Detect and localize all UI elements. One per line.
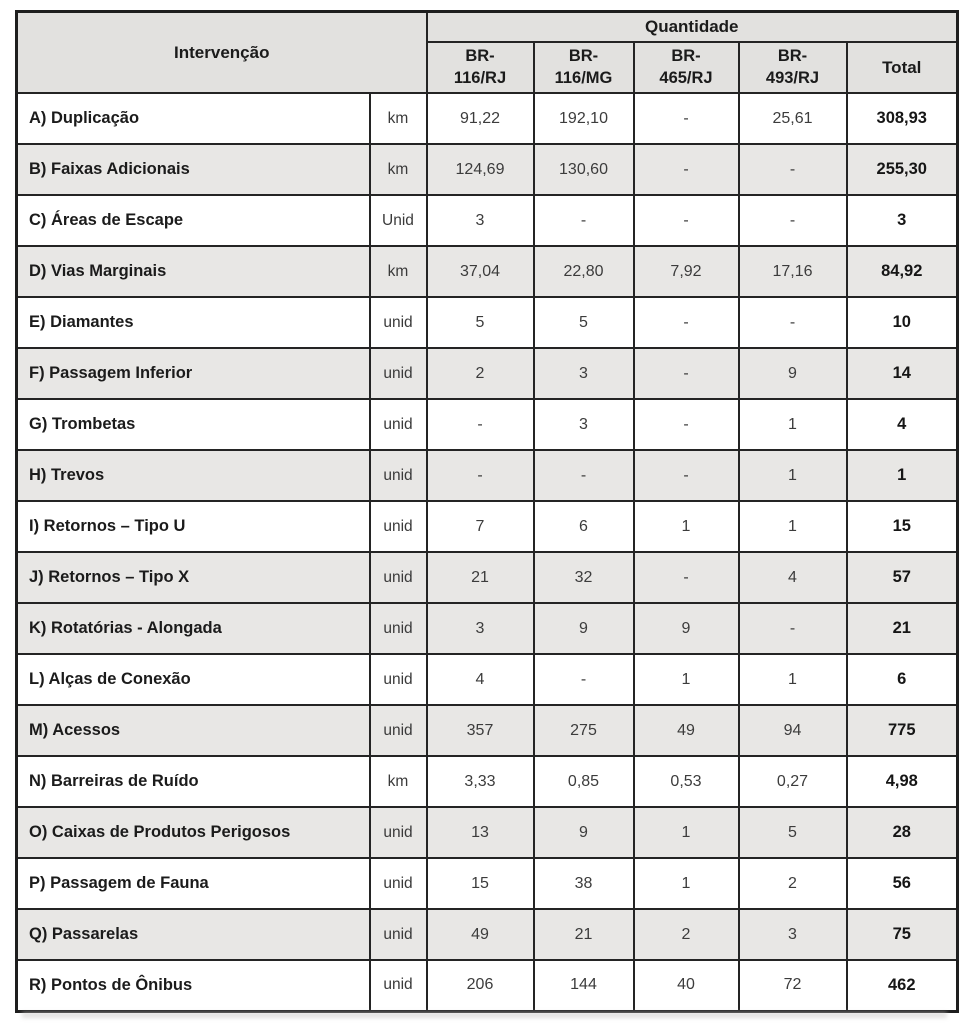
table-body xyxy=(17,93,958,1011)
table-row xyxy=(17,348,958,399)
row-unit-cell: unid xyxy=(370,705,427,756)
value-cell-br-465-rj: - xyxy=(634,348,739,399)
row-unit-cell: km xyxy=(370,246,427,297)
row-label-cell: L) Alças de Conexão xyxy=(17,654,370,705)
row-total-cell: 14 xyxy=(847,348,958,399)
value-cell-br-116-mg: - xyxy=(534,195,634,246)
row-unit-cell: unid xyxy=(370,858,427,909)
value-cell-br-465-rj: 1 xyxy=(634,858,739,909)
value-cell-br-493-rj: 1 xyxy=(739,501,847,552)
column-header-line2: 493/RJ xyxy=(765,68,820,87)
column-header-line2: 465/RJ xyxy=(659,68,713,87)
value-cell-br-116-rj: 7 xyxy=(427,501,534,552)
value-cell-br-493-rj: 0,27 xyxy=(739,756,847,807)
table-row xyxy=(17,858,958,909)
value-cell-br-465-rj: 7,92 xyxy=(634,246,739,297)
table-row xyxy=(17,654,958,705)
row-label-cell: E) Diamantes xyxy=(17,297,370,348)
row-total-cell: 4,98 xyxy=(847,756,958,807)
value-cell-br-493-rj: 4 xyxy=(739,552,847,603)
value-cell-br-493-rj: 94 xyxy=(739,705,847,756)
value-cell-br-116-mg: - xyxy=(534,654,634,705)
row-total-cell: 308,93 xyxy=(847,93,958,144)
row-unit-cell: unid xyxy=(370,501,427,552)
value-cell-br-493-rj: 72 xyxy=(739,960,847,1011)
value-cell-br-465-rj: - xyxy=(634,399,739,450)
header-row-quantity xyxy=(17,12,958,43)
value-cell-br-465-rj: 2 xyxy=(634,909,739,960)
value-cell-br-116-rj: 3 xyxy=(427,603,534,654)
value-cell-br-116-mg: 0,85 xyxy=(534,756,634,807)
value-cell-br-493-rj: - xyxy=(739,144,847,195)
row-label-cell: G) Trombetas xyxy=(17,399,370,450)
value-cell-br-465-rj: - xyxy=(634,144,739,195)
column-header-br-493-rj xyxy=(739,42,847,93)
value-cell-br-116-mg: 32 xyxy=(534,552,634,603)
value-cell-br-493-rj: 1 xyxy=(739,399,847,450)
value-cell-br-116-rj: 37,04 xyxy=(427,246,534,297)
value-cell-br-116-mg: 6 xyxy=(534,501,634,552)
value-cell-br-465-rj: 1 xyxy=(634,654,739,705)
value-cell-br-116-rj: 4 xyxy=(427,654,534,705)
row-unit-cell: km xyxy=(370,93,427,144)
row-unit-cell: unid xyxy=(370,909,427,960)
value-cell-br-116-rj: 3 xyxy=(427,195,534,246)
scan-artifact xyxy=(22,1012,947,1018)
row-label-cell: C) Áreas de Escape xyxy=(17,195,370,246)
value-cell-br-116-mg: 130,60 xyxy=(534,144,634,195)
value-cell-br-116-mg: 22,80 xyxy=(534,246,634,297)
value-cell-br-493-rj: 2 xyxy=(739,858,847,909)
column-header-line2: 116/MG xyxy=(554,68,613,87)
row-unit-cell: Unid xyxy=(370,195,427,246)
row-total-cell: 255,30 xyxy=(847,144,958,195)
row-total-cell: 84,92 xyxy=(847,246,958,297)
column-header-line2: 116/RJ xyxy=(453,68,507,87)
value-cell-br-493-rj: 25,61 xyxy=(739,93,847,144)
value-cell-br-493-rj: 5 xyxy=(739,807,847,858)
value-cell-br-116-mg: 144 xyxy=(534,960,634,1011)
table-row xyxy=(17,450,958,501)
row-unit-cell: unid xyxy=(370,603,427,654)
value-cell-br-493-rj: - xyxy=(739,297,847,348)
row-unit-cell: km xyxy=(370,144,427,195)
table-row xyxy=(17,297,958,348)
value-cell-br-116-mg: 21 xyxy=(534,909,634,960)
row-label-cell: F) Passagem Inferior xyxy=(17,348,370,399)
table-row xyxy=(17,756,958,807)
value-cell-br-116-mg: 5 xyxy=(534,297,634,348)
table-row xyxy=(17,552,958,603)
value-cell-br-116-rj: 3,33 xyxy=(427,756,534,807)
row-total-cell: 10 xyxy=(847,297,958,348)
value-cell-br-493-rj: 3 xyxy=(739,909,847,960)
value-cell-br-465-rj: 1 xyxy=(634,501,739,552)
value-cell-br-116-rj: 21 xyxy=(427,552,534,603)
row-label-cell: A) Duplicação xyxy=(17,93,370,144)
value-cell-br-465-rj: - xyxy=(634,552,739,603)
value-cell-br-465-rj: 0,53 xyxy=(634,756,739,807)
column-header-line1: BR- xyxy=(671,47,701,66)
row-label-cell: N) Barreiras de Ruído xyxy=(17,756,370,807)
value-cell-br-116-rj: 124,69 xyxy=(427,144,534,195)
row-unit-cell: unid xyxy=(370,807,427,858)
row-label-cell: M) Acessos xyxy=(17,705,370,756)
row-total-cell: 57 xyxy=(847,552,958,603)
column-header-line1: BR- xyxy=(568,47,599,66)
row-unit-cell: unid xyxy=(370,960,427,1011)
row-total-cell: 6 xyxy=(847,654,958,705)
value-cell-br-493-rj: 17,16 xyxy=(739,246,847,297)
value-cell-br-116-mg: 275 xyxy=(534,705,634,756)
value-cell-br-493-rj: - xyxy=(739,603,847,654)
row-label-cell: D) Vias Marginais xyxy=(17,246,370,297)
row-total-cell: 28 xyxy=(847,807,958,858)
row-unit-cell: unid xyxy=(370,654,427,705)
row-total-cell: 56 xyxy=(847,858,958,909)
value-cell-br-116-mg: 9 xyxy=(534,807,634,858)
table-row xyxy=(17,909,958,960)
table-row xyxy=(17,960,958,1011)
value-cell-br-465-rj: 49 xyxy=(634,705,739,756)
row-total-cell: 3 xyxy=(847,195,958,246)
table-row xyxy=(17,501,958,552)
row-total-cell: 15 xyxy=(847,501,958,552)
value-cell-br-116-mg: 9 xyxy=(534,603,634,654)
row-label-cell: Q) Passarelas xyxy=(17,909,370,960)
row-label-cell: P) Passagem de Fauna xyxy=(17,858,370,909)
value-cell-br-116-mg: 3 xyxy=(534,399,634,450)
row-total-cell: 1 xyxy=(847,450,958,501)
interventions-table xyxy=(15,10,959,1013)
row-label-cell: R) Pontos de Ônibus xyxy=(17,960,370,1011)
value-cell-br-116-rj: - xyxy=(427,450,534,501)
table-row xyxy=(17,399,958,450)
value-cell-br-116-mg: - xyxy=(534,450,634,501)
value-cell-br-116-rj: 5 xyxy=(427,297,534,348)
value-cell-br-465-rj: - xyxy=(634,195,739,246)
column-header-line1: BR- xyxy=(777,47,808,66)
table-row xyxy=(17,144,958,195)
column-header-br-465-rj xyxy=(634,42,739,93)
value-cell-br-465-rj: - xyxy=(634,450,739,501)
row-total-cell: 462 xyxy=(847,960,958,1011)
row-unit-cell: km xyxy=(370,756,427,807)
table-row xyxy=(17,603,958,654)
value-cell-br-493-rj: 1 xyxy=(739,654,847,705)
table-row xyxy=(17,246,958,297)
row-label-cell: B) Faixas Adicionais xyxy=(17,144,370,195)
row-label-cell: I) Retornos – Tipo U xyxy=(17,501,370,552)
row-unit-cell: unid xyxy=(370,297,427,348)
table-row xyxy=(17,807,958,858)
value-cell-br-116-rj: - xyxy=(427,399,534,450)
intervention-column-header: Intervenção xyxy=(17,12,427,94)
value-cell-br-465-rj: - xyxy=(634,297,739,348)
row-unit-cell: unid xyxy=(370,399,427,450)
row-total-cell: 75 xyxy=(847,909,958,960)
column-header-line1: BR- xyxy=(465,47,495,66)
row-unit-cell: unid xyxy=(370,552,427,603)
row-total-cell: 4 xyxy=(847,399,958,450)
row-label-cell: J) Retornos – Tipo X xyxy=(17,552,370,603)
value-cell-br-493-rj: - xyxy=(739,195,847,246)
row-label-cell: H) Trevos xyxy=(17,450,370,501)
row-label-cell: O) Caixas de Produtos Perigosos xyxy=(17,807,370,858)
value-cell-br-116-rj: 2 xyxy=(427,348,534,399)
row-unit-cell: unid xyxy=(370,450,427,501)
table-row xyxy=(17,93,958,144)
row-total-cell: 775 xyxy=(847,705,958,756)
value-cell-br-493-rj: 9 xyxy=(739,348,847,399)
row-unit-cell: unid xyxy=(370,348,427,399)
value-cell-br-116-mg: 38 xyxy=(534,858,634,909)
value-cell-br-116-rj: 15 xyxy=(427,858,534,909)
value-cell-br-116-mg: 192,10 xyxy=(534,93,634,144)
table-header xyxy=(17,12,958,94)
value-cell-br-116-rj: 206 xyxy=(427,960,534,1011)
table-row xyxy=(17,195,958,246)
row-label-cell: K) Rotatórias - Alongada xyxy=(17,603,370,654)
table-row xyxy=(17,705,958,756)
value-cell-br-465-rj: 9 xyxy=(634,603,739,654)
value-cell-br-465-rj: 40 xyxy=(634,960,739,1011)
quantity-group-header: Quantidade xyxy=(427,12,958,43)
value-cell-br-465-rj: 1 xyxy=(634,807,739,858)
row-total-cell: 21 xyxy=(847,603,958,654)
column-header-br-116-rj xyxy=(427,42,534,93)
total-column-header: Total xyxy=(847,42,958,93)
value-cell-br-116-mg: 3 xyxy=(534,348,634,399)
value-cell-br-465-rj: - xyxy=(634,93,739,144)
value-cell-br-116-rj: 49 xyxy=(427,909,534,960)
value-cell-br-116-rj: 91,22 xyxy=(427,93,534,144)
value-cell-br-116-rj: 13 xyxy=(427,807,534,858)
column-header-br-116-mg xyxy=(534,42,634,93)
value-cell-br-493-rj: 1 xyxy=(739,450,847,501)
value-cell-br-116-rj: 357 xyxy=(427,705,534,756)
